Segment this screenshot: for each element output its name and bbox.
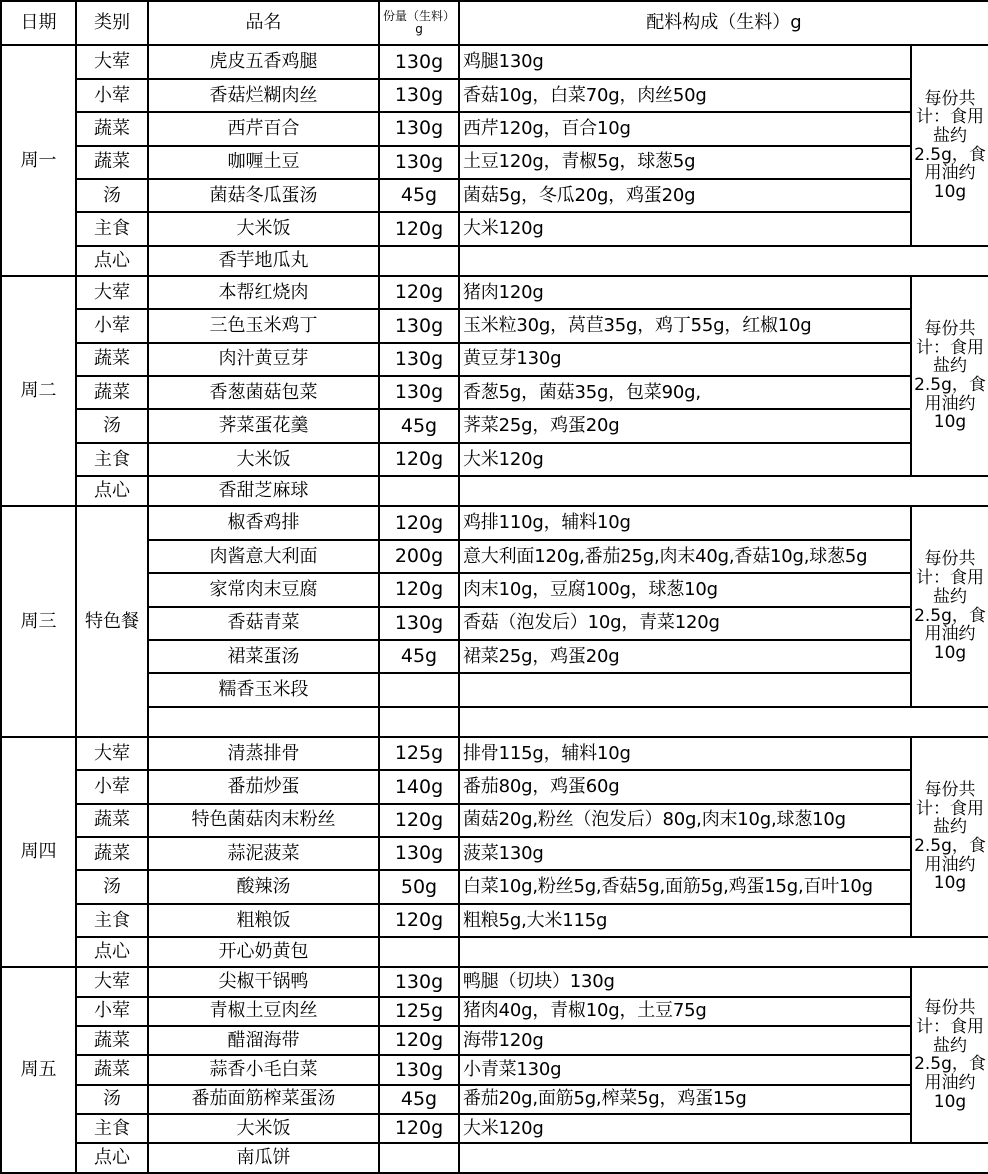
- category-cell: 蔬菜: [76, 376, 148, 409]
- header-portion: 份量（生料）g: [379, 1, 459, 45]
- menu-row: [1, 937, 988, 967]
- dish-name: 酸辣汤: [148, 870, 379, 903]
- menu-row: [1, 1055, 988, 1084]
- dish-name: 虎皮五香鸡腿: [148, 45, 379, 78]
- portion-cell: [379, 246, 459, 276]
- ingredients-cell: 大米120g: [459, 1114, 911, 1143]
- day-label: 周五: [1, 967, 76, 1173]
- menu-row: [1, 707, 988, 737]
- dish-name: 番茄面筋榨菜蛋汤: [148, 1085, 379, 1114]
- dish-name: 香芋地瓜丸: [148, 246, 379, 276]
- portion-cell: 130g: [379, 79, 459, 112]
- menu-row: [1, 506, 988, 539]
- dish-name: 番茄炒蛋: [148, 770, 379, 803]
- portion-cell: 140g: [379, 770, 459, 803]
- portion-cell: 120g: [379, 804, 459, 837]
- ingredients-cell: 土豆120g，青椒5g，球葱5g: [459, 146, 911, 179]
- dish-name: 香甜芝麻球: [148, 476, 379, 506]
- menu-row: [1, 804, 988, 837]
- menu-row: [1, 343, 988, 376]
- portion-cell: [379, 937, 459, 967]
- menu-row: [1, 179, 988, 212]
- dish-name: 椒香鸡排: [148, 506, 379, 539]
- menu-row: [1, 540, 988, 573]
- category-cell: 蔬菜: [76, 146, 148, 179]
- menu-row: [1, 309, 988, 342]
- portion-cell: 120g: [379, 443, 459, 476]
- menu-row: [1, 212, 988, 245]
- day-label: 周三: [1, 506, 76, 736]
- category-cell: 蔬菜: [76, 1055, 148, 1084]
- portion-cell: 120g: [379, 573, 459, 606]
- portion-cell: 120g: [379, 506, 459, 539]
- menu-row: [1, 146, 988, 179]
- portion-cell: [379, 1143, 459, 1173]
- dish-name: 香葱菌菇包菜: [148, 376, 379, 409]
- menu-row: [1, 409, 988, 442]
- menu-row: [1, 1143, 988, 1173]
- portion-cell: 130g: [379, 112, 459, 145]
- seasoning-note: 每份共计：食用盐约2.5g，食用油约10g: [911, 45, 988, 245]
- category-cell: 汤: [76, 409, 148, 442]
- portion-cell: 120g: [379, 276, 459, 309]
- dish-name: 肉汁黄豆芽: [148, 343, 379, 376]
- category-cell: 蔬菜: [76, 112, 148, 145]
- portion-cell: 130g: [379, 376, 459, 409]
- ingredients-cell: 玉米粒30g，莴苣35g，鸡丁55g，红椒10g: [459, 309, 911, 342]
- header-row: [1, 1, 988, 45]
- portion-cell: [379, 476, 459, 506]
- ingredients-cell: 菌菇5g，冬瓜20g，鸡蛋20g: [459, 179, 911, 212]
- menu-row: [1, 45, 988, 78]
- category-cell: 汤: [76, 179, 148, 212]
- portion-cell: 120g: [379, 904, 459, 937]
- menu-row: [1, 276, 988, 309]
- ingredients-cell: 香菇（泡发后）10g，青菜120g: [459, 607, 911, 640]
- dish-name: 咖喱土豆: [148, 146, 379, 179]
- dish-name: 西芹百合: [148, 112, 379, 145]
- category-cell: 大荤: [76, 737, 148, 770]
- portion-cell: 45g: [379, 1085, 459, 1114]
- ingredients-cell: 大米120g: [459, 443, 911, 476]
- dish-name: 荠菜蛋花羹: [148, 409, 379, 442]
- menu-row: [1, 443, 988, 476]
- menu-row: [1, 904, 988, 937]
- dish-name: 清蒸排骨: [148, 737, 379, 770]
- portion-cell: 45g: [379, 409, 459, 442]
- seasoning-note: 每份共计：食用盐约2.5g，食用油约10g: [911, 967, 988, 1143]
- portion-cell: 120g: [379, 212, 459, 245]
- category-cell: 点心: [76, 246, 148, 276]
- header-category: 类别: [76, 1, 148, 45]
- header-date: 日期: [1, 1, 76, 45]
- ingredients-cell: [459, 1143, 988, 1173]
- ingredients-cell: 荠菜25g，鸡蛋20g: [459, 409, 911, 442]
- category-cell: 大荤: [76, 45, 148, 78]
- ingredients-cell: 香菇10g，白菜70g，肉丝50g: [459, 79, 911, 112]
- ingredients-cell: 菌菇20g,粉丝（泡发后）80g,肉末10g,球葱10g: [459, 804, 911, 837]
- portion-cell: 120g: [379, 1114, 459, 1143]
- dish-name: 醋溜海带: [148, 1026, 379, 1055]
- seasoning-note: 每份共计：食用盐约2.5g，食用油约10g: [911, 737, 988, 937]
- dish-name: 家常肉末豆腐: [148, 573, 379, 606]
- day-label: 周一: [1, 45, 76, 275]
- ingredients-cell: 粗粮5g,大米115g: [459, 904, 911, 937]
- portion-cell: 130g: [379, 1055, 459, 1084]
- day-label: 周二: [1, 276, 76, 506]
- portion-cell: 130g: [379, 45, 459, 78]
- category-cell: 主食: [76, 443, 148, 476]
- dish-name: 南瓜饼: [148, 1143, 379, 1173]
- menu-row: [1, 112, 988, 145]
- menu-row: [1, 376, 988, 409]
- ingredients-cell: [459, 707, 988, 737]
- dish-name: [148, 707, 379, 737]
- portion-cell: 200g: [379, 540, 459, 573]
- portion-cell: 130g: [379, 343, 459, 376]
- menu-row: [1, 770, 988, 803]
- dish-name: 大米饭: [148, 443, 379, 476]
- dish-name: 三色玉米鸡丁: [148, 309, 379, 342]
- dish-name: 蒜泥菠菜: [148, 837, 379, 870]
- ingredients-cell: 白菜10g,粉丝5g,香菇5g,面筋5g,鸡蛋15g,百叶10g: [459, 870, 911, 903]
- category-cell: 点心: [76, 937, 148, 967]
- menu-row: [1, 1026, 988, 1055]
- category-cell: 点心: [76, 476, 148, 506]
- ingredients-cell: 小青菜130g: [459, 1055, 911, 1084]
- category-cell: 汤: [76, 870, 148, 903]
- ingredients-cell: 西芹120g，百合10g: [459, 112, 911, 145]
- portion-cell: [379, 707, 459, 737]
- category-cell: 主食: [76, 1114, 148, 1143]
- menu-row: [1, 573, 988, 606]
- category-cell: 小荤: [76, 997, 148, 1026]
- dish-name: 大米饭: [148, 212, 379, 245]
- dish-name: 香菇青菜: [148, 607, 379, 640]
- special-category: 特色餐: [76, 506, 148, 736]
- portion-cell: 130g: [379, 967, 459, 996]
- portion-cell: 130g: [379, 146, 459, 179]
- ingredients-cell: 猪肉40g，青椒10g，土豆75g: [459, 997, 911, 1026]
- ingredients-cell: [459, 476, 988, 506]
- dish-name: 粗粮饭: [148, 904, 379, 937]
- dish-name: 大米饭: [148, 1114, 379, 1143]
- ingredients-cell: 猪肉120g: [459, 276, 911, 309]
- menu-row: [1, 673, 988, 706]
- dish-name: 糯香玉米段: [148, 673, 379, 706]
- ingredients-cell: 鸡排110g，辅料10g: [459, 506, 911, 539]
- dish-name: 香菇烂糊肉丝: [148, 79, 379, 112]
- category-cell: 大荤: [76, 276, 148, 309]
- dish-name: 裙菜蛋汤: [148, 640, 379, 673]
- menu-row: [1, 640, 988, 673]
- category-cell: 主食: [76, 904, 148, 937]
- ingredients-cell: [459, 673, 911, 706]
- dish-name: 蒜香小毛白菜: [148, 1055, 379, 1084]
- dish-name: 本帮红烧肉: [148, 276, 379, 309]
- ingredients-cell: 鸡腿130g: [459, 45, 911, 78]
- category-cell: 小荤: [76, 770, 148, 803]
- menu-row: [1, 246, 988, 276]
- dish-name: 肉酱意大利面: [148, 540, 379, 573]
- portion-cell: 130g: [379, 309, 459, 342]
- portion-cell: 45g: [379, 179, 459, 212]
- dish-name: 特色菌菇肉末粉丝: [148, 804, 379, 837]
- category-cell: 大荤: [76, 967, 148, 996]
- category-cell: 蔬菜: [76, 1026, 148, 1055]
- dish-name: 菌菇冬瓜蛋汤: [148, 179, 379, 212]
- portion-cell: [379, 673, 459, 706]
- menu-row: [1, 837, 988, 870]
- menu-row: [1, 997, 988, 1026]
- menu-row: [1, 1114, 988, 1143]
- day-label: 周四: [1, 737, 76, 967]
- menu-row: [1, 967, 988, 996]
- ingredients-cell: 黄豆芽130g: [459, 343, 911, 376]
- ingredients-cell: 意大利面120g,番茄25g,肉末40g,香菇10g,球葱5g: [459, 540, 911, 573]
- ingredients-cell: 裙菜25g，鸡蛋20g: [459, 640, 911, 673]
- ingredients-cell: 菠菜130g: [459, 837, 911, 870]
- ingredients-cell: 鸭腿（切块）130g: [459, 967, 911, 996]
- menu-row: [1, 870, 988, 903]
- category-cell: 汤: [76, 1085, 148, 1114]
- category-cell: 蔬菜: [76, 804, 148, 837]
- category-cell: 小荤: [76, 79, 148, 112]
- ingredients-cell: 排骨115g，辅料10g: [459, 737, 911, 770]
- portion-cell: 120g: [379, 1026, 459, 1055]
- category-cell: 小荤: [76, 309, 148, 342]
- portion-cell: 130g: [379, 607, 459, 640]
- ingredients-cell: 香葱5g，菌菇35g，包菜90g,: [459, 376, 911, 409]
- seasoning-note: 每份共计：食用盐约2.5g，食用油约10g: [911, 276, 988, 476]
- ingredients-cell: 番茄20g,面筋5g,榨菜5g，鸡蛋15g: [459, 1085, 911, 1114]
- category-cell: 主食: [76, 212, 148, 245]
- category-cell: 蔬菜: [76, 837, 148, 870]
- menu-row: [1, 607, 988, 640]
- header-name: 品名: [148, 1, 379, 45]
- dish-name: 青椒土豆肉丝: [148, 997, 379, 1026]
- menu-row: [1, 737, 988, 770]
- ingredients-cell: [459, 937, 988, 967]
- header-ingredients: 配料构成（生料）g: [459, 1, 988, 45]
- portion-cell: 50g: [379, 870, 459, 903]
- seasoning-note: 每份共计：食用盐约2.5g，食用油约10g: [911, 506, 988, 706]
- portion-cell: 45g: [379, 640, 459, 673]
- ingredients-cell: 肉末10g，豆腐100g，球葱10g: [459, 573, 911, 606]
- dish-name: 开心奶黄包: [148, 937, 379, 967]
- menu-row: [1, 476, 988, 506]
- ingredients-cell: [459, 246, 988, 276]
- menu-row: [1, 1085, 988, 1114]
- ingredients-cell: 番茄80g，鸡蛋60g: [459, 770, 911, 803]
- portion-cell: 125g: [379, 997, 459, 1026]
- portion-cell: 130g: [379, 837, 459, 870]
- category-cell: 蔬菜: [76, 343, 148, 376]
- ingredients-cell: 大米120g: [459, 212, 911, 245]
- menu-row: [1, 79, 988, 112]
- portion-cell: 125g: [379, 737, 459, 770]
- category-cell: 点心: [76, 1143, 148, 1173]
- ingredients-cell: 海带120g: [459, 1026, 911, 1055]
- dish-name: 尖椒干锅鸭: [148, 967, 379, 996]
